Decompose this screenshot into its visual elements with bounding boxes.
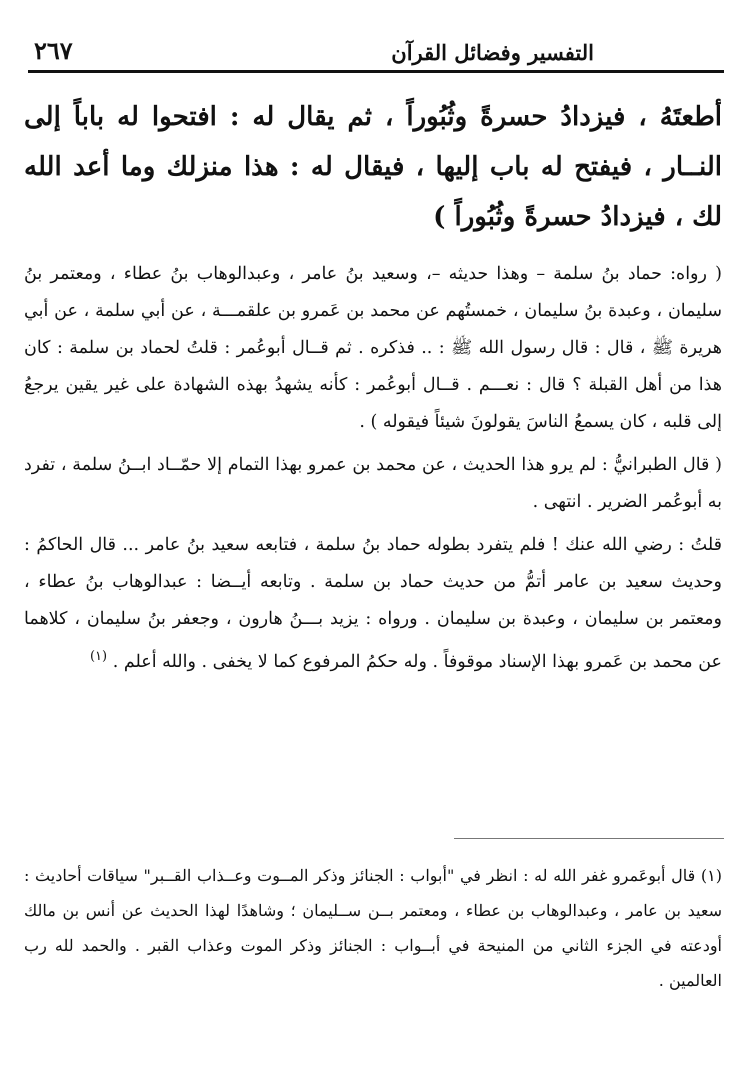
main-text bbox=[24, 92, 722, 687]
footnote-divider bbox=[454, 838, 724, 839]
page-header bbox=[28, 22, 724, 72]
header-rule bbox=[28, 70, 724, 73]
paragraph-tabarani: ( قال الطبرانيُّ : لم يرو هذا الحديث ، عن محمد بن عمرو بهذا التمام إلا حمّــاد ابــنُ سلمة ، تفرد به أبوعُمر الضرير . انتهى . bbox=[24, 455, 722, 512]
footnote-text: قال أبوعَمرو غفر الله له : انظر في "أبواب : الجنائز وذكر المــوت وعــذاب القــبر" سياقات أحاديث : سعيد بن عامر ، وعبدالوهاب بن عطاء ، ومعتمر بــن ســليمان ؛ وشاهدًا لهذا الحديث عن أنس بن مالك أودعته في الجزء الثاني من المنيحة في أبــواب : الجنائز وذكر الموت وعذاب القبر . والحمد لله رب العالمين . bbox=[24, 866, 722, 990]
running-title: التفسير وفضائل القرآن bbox=[391, 40, 594, 65]
footnote bbox=[24, 858, 722, 998]
hadith-text: أطعتَهُ ، فيزدادُ حسرةً وثُبُوراً ، ثم يقال له : افتحوا له باباً إلى النــار ، فيفتح له باب إليها ، فيقال له : هذا منزلك وما أعد الله لك ، فيزدادُ حسرةً وثُبُوراً ) bbox=[24, 102, 722, 232]
page-number: ٢٦٧ bbox=[34, 36, 73, 65]
paragraph-narration: ( رواه: حماد بنُ سلمة – وهذا حديثه –، وسعيد بنُ عامر ، وعبدالوهاب بنُ عطاء ، ومعتمر بنُ سليمان ، وعبدة بنُ سليمان ، خمستُهم عن محمد بن عَمرو بن علقمـــة ، عن أبي سلمة ، عن أبي هريرة ﷺ ، قال : قال رسول الله ﷺ : .. فذكره . ثم قــال أبوعُمر : قلتُ لحماد بن سلمة : كان هذا من أهل القبلة ؟ قال : نعـــم . قــال أبوعُمر : كأنه يشهدُ بهذه الشهادة على غير يقين يرجعُ إلى قلبه ، كان يسمعُ الناسَ يقولونَ شيئاً فيقوله ) . bbox=[24, 264, 722, 432]
paragraph-commentary-text: قلتُ : رضي الله عنك ! فلم يتفرد بطوله حماد بنُ سلمة ، فتابعه سعيد بنُ عامر ... قال الحاكمُ : وحديث سعيد بن عامر أتمُّ من حديث حماد بن سلمة . وتابعه أيــضا : عبدالوهاب بنُ عطاء ، ومعتمر بن سليمان ، وعبدة بن سليمان . ورواه : يزيد بـــنُ هارون ، وجعفر بنُ سليمان ، كلاهما عن محمد بن عَمرو بهذا الإسناد موقوفاً . وله حكمُ المرفوع كما لا يخفى . والله أعلم . bbox=[24, 535, 722, 672]
footnote-marker: (١) bbox=[700, 866, 722, 885]
paragraph-commentary bbox=[24, 527, 722, 681]
footnote-reference: (١) bbox=[89, 649, 108, 664]
